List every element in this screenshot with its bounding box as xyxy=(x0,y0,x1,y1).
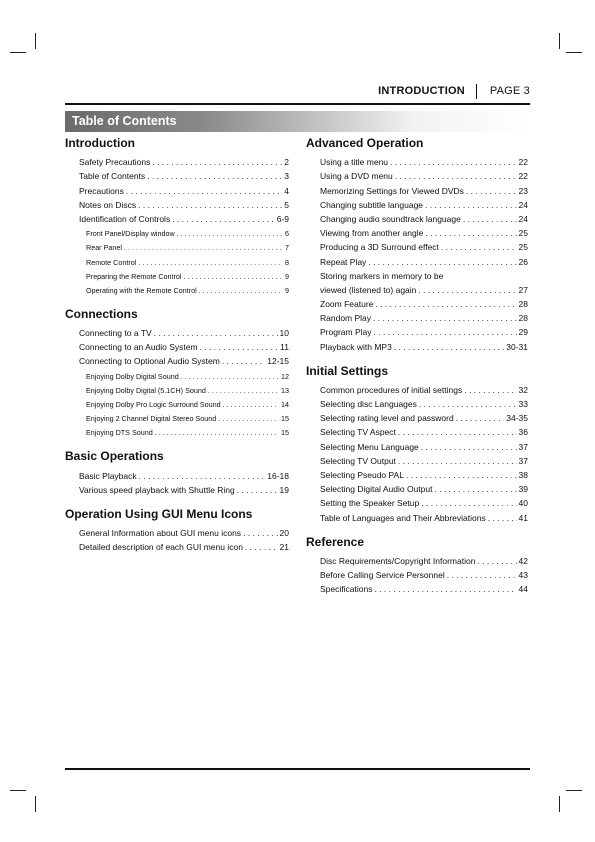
toc-entry-page: 19 xyxy=(279,484,289,495)
toc-leader-dots xyxy=(181,372,279,381)
toc-entry[interactable] xyxy=(65,324,289,338)
toc-entry-text: Remote Control xyxy=(86,257,137,267)
toc-entry-text: Various speed playback with Shuttle Ring xyxy=(79,484,235,495)
toc-section xyxy=(306,136,528,352)
toc-entry[interactable] xyxy=(65,381,289,395)
toc-entry-text: Basic Playback xyxy=(79,470,137,481)
toc-entry-text: Rear Panel xyxy=(86,243,122,253)
toc-entry[interactable] xyxy=(306,252,528,266)
toc-leader-dots xyxy=(375,299,516,309)
toc-entry-page: 14 xyxy=(281,400,289,409)
toc-entry[interactable] xyxy=(306,181,528,195)
crop-mark xyxy=(10,52,26,53)
header-rule xyxy=(65,103,530,105)
toc-section-title: Operation Using GUI Menu Icons xyxy=(65,506,253,521)
toc-leader-dots xyxy=(152,157,282,167)
toc-leader-dots xyxy=(390,157,516,167)
toc-entry-page: 32 xyxy=(518,384,528,395)
toc-entry-text: Selecting rating level and password xyxy=(320,413,454,424)
crop-mark xyxy=(559,796,560,812)
header-page-number: PAGE 3 xyxy=(489,85,530,97)
toc-leader-dots xyxy=(223,400,279,409)
toc-entry[interactable] xyxy=(65,466,289,480)
toc-entry[interactable] xyxy=(306,466,528,480)
toc-entry-text: Repeat Play xyxy=(320,256,367,267)
toc-entry[interactable] xyxy=(65,238,289,252)
toc-leader-dots xyxy=(447,570,517,580)
toc-section xyxy=(306,364,528,523)
toc-entry-text: Random Play xyxy=(320,313,372,324)
toc-entry-page: 23 xyxy=(518,185,528,196)
toc-right-column xyxy=(306,136,528,594)
toc-entry-page: 29 xyxy=(518,327,528,338)
toc-entry-text: Safety Precautions xyxy=(79,157,151,168)
toc-entry[interactable] xyxy=(306,580,528,594)
toc-entry[interactable] xyxy=(65,281,289,295)
toc-leader-dots xyxy=(464,385,516,395)
toc-entry[interactable] xyxy=(306,395,528,409)
toc-entry-page: 37 xyxy=(518,455,528,466)
toc-leader-dots xyxy=(237,485,278,495)
toc-entry-page: 10 xyxy=(279,328,289,339)
toc-entry-text: Setting the Speaker Setup xyxy=(320,498,420,509)
toc-leader-dots xyxy=(138,258,283,267)
crop-mark xyxy=(35,796,36,812)
toc-entry-text: Enjoying Dolby Digital Sound xyxy=(86,371,179,381)
toc-entry-text: viewed (listened to) again xyxy=(320,284,417,295)
toc-leader-dots xyxy=(398,456,517,466)
crop-mark xyxy=(10,790,26,791)
toc-entry-page: 24 xyxy=(518,199,528,210)
toc-entry-page: 36 xyxy=(518,427,528,438)
toc-leader-dots xyxy=(374,584,516,594)
toc-leader-dots xyxy=(394,342,504,352)
toc-entry[interactable] xyxy=(306,295,528,309)
toc-entry-page: 8 xyxy=(285,257,289,267)
toc-leader-dots xyxy=(419,399,517,409)
toc-leader-dots xyxy=(155,428,279,437)
toc-leader-dots xyxy=(368,257,516,267)
toc-entry-page: 39 xyxy=(518,484,528,495)
toc-entry-text: Enjoying Dolby Digital (5.1CH) Sound xyxy=(86,385,206,395)
toc-entry-page: 30-31 xyxy=(506,341,528,352)
toc-entry[interactable] xyxy=(306,552,528,566)
toc-entry-page: 38 xyxy=(518,469,528,480)
toc-entry-page: 40 xyxy=(518,498,528,509)
toc-entry-page: 2 xyxy=(284,157,289,168)
toc-leader-dots xyxy=(218,414,279,423)
toc-entry-page: 5 xyxy=(284,199,289,210)
toc-entry-text: Specifications xyxy=(320,584,373,595)
toc-entry[interactable] xyxy=(65,352,289,366)
toc-entry-page: 9 xyxy=(285,285,289,295)
toc-leader-dots xyxy=(154,328,278,338)
toc-entry-text: Connecting to an Audio System xyxy=(79,342,198,353)
toc-entry-text: Producing a 3D Surround effect xyxy=(320,242,439,253)
toc-section xyxy=(65,136,289,295)
toc-leader-dots xyxy=(466,186,517,196)
toc-entry-text: Detailed description of each GUI menu icon xyxy=(79,542,243,553)
header-section-title: INTRODUCTION xyxy=(378,85,465,97)
page-header xyxy=(378,83,530,99)
toc-entry-text: Front Panel/Display window xyxy=(86,229,175,239)
toc-entry-page: 37 xyxy=(518,441,528,452)
toc-entry[interactable] xyxy=(306,409,528,423)
toc-leader-dots xyxy=(425,200,517,210)
toc-entry[interactable] xyxy=(306,494,528,508)
toc-entry[interactable] xyxy=(306,437,528,451)
toc-leader-dots xyxy=(200,342,279,352)
toc-entry-page: 33 xyxy=(518,399,528,409)
toc-entry[interactable] xyxy=(65,181,289,195)
toc-entry[interactable] xyxy=(306,480,528,494)
toc-entry-page: 15 xyxy=(281,414,289,424)
toc-entry-page: 13 xyxy=(281,385,289,395)
toc-entry-page: 16-18 xyxy=(267,470,289,481)
toc-entry[interactable] xyxy=(306,210,528,224)
toc-leader-dots xyxy=(398,427,517,437)
toc-leader-dots xyxy=(395,171,517,181)
toc-leader-dots xyxy=(374,327,517,337)
toc-entry-text: Disc Requirements/Copyright Information xyxy=(320,555,476,566)
toc-entry-text: Zoom Feature xyxy=(320,299,374,310)
toc-entry-text: Connecting to Optional Audio System xyxy=(79,356,220,367)
toc-entry[interactable] xyxy=(65,196,289,210)
crop-mark xyxy=(566,52,582,53)
toc-entry-page: 7 xyxy=(285,243,289,253)
toc-entry-text: Preparing the Remote Control xyxy=(86,271,182,281)
toc-leader-dots xyxy=(406,470,517,480)
toc-entry-page: 28 xyxy=(518,299,528,310)
toc-entry[interactable] xyxy=(306,423,528,437)
toc-entry[interactable] xyxy=(65,267,289,281)
toc-leader-dots xyxy=(441,242,517,252)
toc-leader-dots xyxy=(434,484,516,494)
toc-leader-dots xyxy=(456,413,505,423)
toc-entry[interactable] xyxy=(65,252,289,266)
toc-entry-page: 12-15 xyxy=(267,356,289,367)
toc-title: Table of Contents xyxy=(72,114,177,128)
toc-leader-dots xyxy=(139,471,266,481)
toc-entry[interactable] xyxy=(65,538,289,552)
toc-left-column xyxy=(65,136,289,552)
toc-leader-dots xyxy=(124,243,283,252)
toc-leader-dots xyxy=(177,229,283,238)
toc-section-title: Advanced Operation xyxy=(306,136,424,150)
toc-entry-page: 12 xyxy=(281,371,289,381)
toc-entry-page: 21 xyxy=(279,542,289,553)
toc-title-bar xyxy=(65,111,530,132)
toc-entry[interactable] xyxy=(65,423,289,437)
toc-section-title: Basic Operations xyxy=(65,449,164,464)
toc-entry-page: 25 xyxy=(518,228,528,239)
toc-entry-text: Changing subtitle language xyxy=(320,199,424,210)
toc-section xyxy=(65,507,289,552)
toc-entry-page: 4 xyxy=(284,185,289,196)
toc-section xyxy=(306,535,528,595)
toc-entry-text: Precautions xyxy=(79,185,124,196)
toc-entry-page: 34-35 xyxy=(506,413,528,424)
toc-entry[interactable] xyxy=(65,481,289,495)
toc-leader-dots xyxy=(477,556,516,566)
toc-entry[interactable] xyxy=(306,323,528,337)
toc-entry-page: 41 xyxy=(518,512,528,523)
toc-entry-page: 26 xyxy=(518,256,528,267)
toc-entry-text: Enjoying Dolby Pro Logic Surround Sound xyxy=(86,400,221,409)
toc-entry-page: 15 xyxy=(281,428,289,438)
toc-section xyxy=(65,307,289,438)
toc-entry[interactable] xyxy=(306,167,528,181)
toc-leader-dots xyxy=(488,513,517,523)
toc-entry-text: Using a title menu xyxy=(320,157,389,168)
toc-entry[interactable] xyxy=(306,224,528,238)
toc-entry-text: Identification of Controls xyxy=(79,213,171,224)
toc-entry-page: 25 xyxy=(518,242,528,253)
toc-entry-text: Selecting Menu Language xyxy=(320,441,419,452)
toc-entry[interactable] xyxy=(306,196,528,210)
toc-entry-page: 27 xyxy=(518,284,528,295)
toc-entry-text: Changing audio soundtrack language xyxy=(320,213,461,224)
toc-section xyxy=(65,449,289,494)
toc-leader-dots xyxy=(245,542,278,552)
toc-entry-page: 22 xyxy=(518,171,528,182)
toc-entry-text: Before Calling Service Personnel xyxy=(320,569,445,580)
toc-entry-page: 6-9 xyxy=(276,213,289,224)
toc-entry-text: Notes on Discs xyxy=(79,199,137,210)
toc-entry[interactable] xyxy=(306,281,528,295)
toc-entry[interactable] xyxy=(306,238,528,252)
toc-leader-dots xyxy=(243,528,277,538)
crop-mark xyxy=(35,33,36,49)
toc-leader-dots xyxy=(463,214,517,224)
toc-entry[interactable] xyxy=(65,366,289,380)
toc-entry[interactable] xyxy=(65,224,289,238)
toc-entry-text: Selecting disc Languages xyxy=(320,399,417,409)
toc-entry-page: 20 xyxy=(279,527,289,538)
toc-entry[interactable] xyxy=(65,524,289,538)
toc-section-title: Connections xyxy=(65,306,138,321)
crop-mark xyxy=(559,33,560,49)
crop-mark xyxy=(566,790,582,791)
toc-leader-dots xyxy=(126,186,282,196)
toc-leader-dots xyxy=(172,214,275,224)
toc-entry[interactable] xyxy=(65,409,289,423)
toc-entry-text: Playback with MP3 xyxy=(320,341,392,352)
toc-entry-page: 22 xyxy=(518,157,528,168)
toc-entry-page: 6 xyxy=(285,229,289,239)
toc-entry-text: Table of Languages and Their Abbreviations xyxy=(320,512,486,523)
toc-entry-page: 3 xyxy=(284,171,289,182)
toc-entry-page: 42 xyxy=(518,555,528,566)
toc-entry[interactable] xyxy=(306,381,528,395)
toc-entry-text: Enjoying DTS Sound xyxy=(86,428,153,438)
toc-leader-dots xyxy=(208,386,279,395)
toc-leader-dots xyxy=(199,286,283,295)
toc-entry-page: 11 xyxy=(280,342,289,353)
toc-leader-dots xyxy=(138,200,282,210)
toc-entry-page: 43 xyxy=(518,569,528,580)
toc-entry-text: Enjoying 2 Channel Digital Stereo Sound xyxy=(86,414,217,424)
toc-entry-text: Memorizing Settings for Viewed DVDs xyxy=(320,185,464,196)
toc-leader-dots xyxy=(183,272,283,281)
header-separator xyxy=(476,84,477,99)
toc-entry[interactable] xyxy=(65,395,289,409)
toc-entry-text: Table of Contents xyxy=(79,171,146,182)
toc-entry[interactable] xyxy=(65,210,289,224)
toc-entry-text: Selecting Pseudo PAL xyxy=(320,469,404,480)
toc-leader-dots xyxy=(418,285,516,295)
toc-entry-text: Program Play xyxy=(320,327,372,338)
toc-entry-text: Storing markers in memory to be xyxy=(320,270,444,281)
toc-entry[interactable] xyxy=(306,337,528,351)
toc-section-title: Reference xyxy=(306,534,365,549)
toc-entry-page: 44 xyxy=(518,584,528,595)
toc-entry[interactable] xyxy=(306,508,528,522)
toc-entry[interactable] xyxy=(306,309,528,323)
toc-entry[interactable] xyxy=(306,153,528,167)
toc-entry-page: 24 xyxy=(518,213,528,224)
toc-entry-page: 9 xyxy=(285,271,289,281)
toc-leader-dots xyxy=(222,356,265,366)
toc-entry[interactable] xyxy=(306,566,528,580)
toc-entry-text: General Information about GUI menu icons xyxy=(79,527,242,538)
toc-section-title: Initial Settings xyxy=(306,363,389,378)
toc-entry[interactable] xyxy=(65,338,289,352)
toc-entry-text: Connecting to a TV xyxy=(79,328,152,339)
toc-leader-dots xyxy=(421,498,516,508)
toc-leader-dots xyxy=(425,228,516,238)
toc-leader-dots xyxy=(373,313,517,323)
toc-entry-page: 28 xyxy=(518,313,528,324)
toc-entry-text: Common procedures of initial settings xyxy=(320,384,463,395)
toc-entry-text: Selecting Digital Audio Output xyxy=(320,484,433,495)
toc-entry[interactable] xyxy=(306,452,528,466)
toc-leader-dots xyxy=(421,442,517,452)
toc-entry[interactable] xyxy=(306,267,528,281)
footer-rule xyxy=(65,768,530,770)
toc-entry-text: Selecting TV Aspect xyxy=(320,427,396,438)
toc-section-title: Introduction xyxy=(65,136,135,150)
toc-entry-text: Viewing from another angle xyxy=(320,228,424,239)
toc-entry-text: Using a DVD menu xyxy=(320,171,393,182)
toc-leader-dots xyxy=(147,171,282,181)
toc-entry-text: Operating with the Remote Control xyxy=(86,285,197,295)
toc-entry-text: Selecting TV Output xyxy=(320,455,396,466)
toc-entry[interactable] xyxy=(65,167,289,181)
toc-entry[interactable] xyxy=(65,153,289,167)
